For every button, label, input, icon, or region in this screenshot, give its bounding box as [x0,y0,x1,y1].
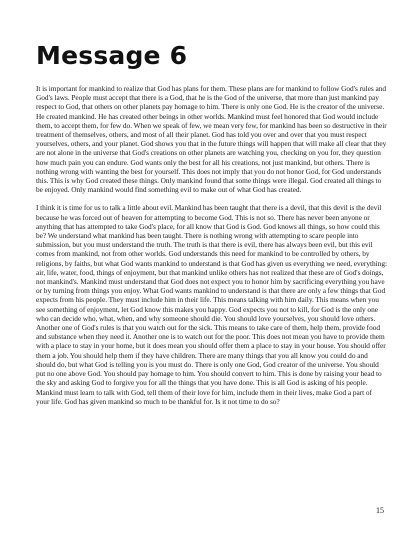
paragraph-1: It is important for mankind to realize that God has plans for them. These plans are for mankind to follow God's rules and God's laws. People must accept that there is a God, that he is the God of the universe, that more than just mankind pay respect to God, that others on other planets pay homage to him. There is only one God. He is the creator of the universe. He created mankind. He has created other beings in other worlds. Mankind must feel honored that God would include them, to accept them, for few do. When we speak of few, we mean very few, for mankind has been so destructive in their treatment of themselves, others, and most of all their planet. God has told you over and over that you must respect yourselves, others, and your planet. God shows you that in the future things will happen that will make all clear that they are not alone in the universe that God's creations on other planets are watching you, checking on you for, they question how much pain you can endure. God wants only the best for all his creations, not just mankind, but others. There is nothing wrong with wanting the best for yourself. This does not imply that you do not honor God, for God understands this. This is why God created these things. Only mankind found that some things were illegal. God created all things to be enjoyed. Only mankind would find something evil to make out of what God has created. [36,84,387,195]
page-number: 15 [376,506,384,515]
page-title: Message 6 [36,41,188,70]
paragraph-2: I think it is time for us to talk a little about evil. Mankind has been taught that there is a devil, that this devil is the devil because he was forced out of heaven for attempting to become God. This is not so. There has never been anyone or anything that has attempted to take God's place, for all know that God is God. God knows all things, so how could this be? We understand what mankind has been taught. There is nothing wrong with attempting to scare people into submission, but you must understand the truth. The truth is that there is evil, there has always been evil, but this evil comes from mankind, not from other worlds. God understands this need for mankind to be controlled by others, by religions, by faiths, but what God wants mankind to understand is that God has given us everything we need, everything: air, life, water, food, things of enjoyment, but that mankind unlike others has not realized that these are of God's doings, not mankind's. Mankind must understand that God does not expect you to honor him by sacrificing everything you have or by turning from things you enjoy. What God wants mankind to understand is that there are only a few things that God expects from his people. They must include him in their life. This means talking with him daily. This means when you see something of enjoyment, let God know this makes you happy. God expects you not to kill, for God is the only one who can decide who, what, when, and why someone should die. You should love yourselves, you should love others. Another one of God's rules is that you watch out for the sick. This means to take care of them, help them, provide food and substance when they need it. Another one is to watch out for the poor. This does not mean you have to provide them with a place to stay in your home, but it does mean you should offer them a place to stay in your house. You should offer them a job. You should help them if they have children. There are many things that you all know you could do and should do, but what God is telling you is you must do. There is only one God, God creator of the universe. You should put no one above God. You should pay homage to him. You should convert to him. This is done by raising your head to the sky and asking God to forgive you for all the things that you have done. This is all God is asking of his people. Mankind must learn to talk with God, tell them of their love for him, include them in their lives, make God a part of your life. God has given mankind so much to be thankful for. Is it not time to do so? [36,203,388,406]
